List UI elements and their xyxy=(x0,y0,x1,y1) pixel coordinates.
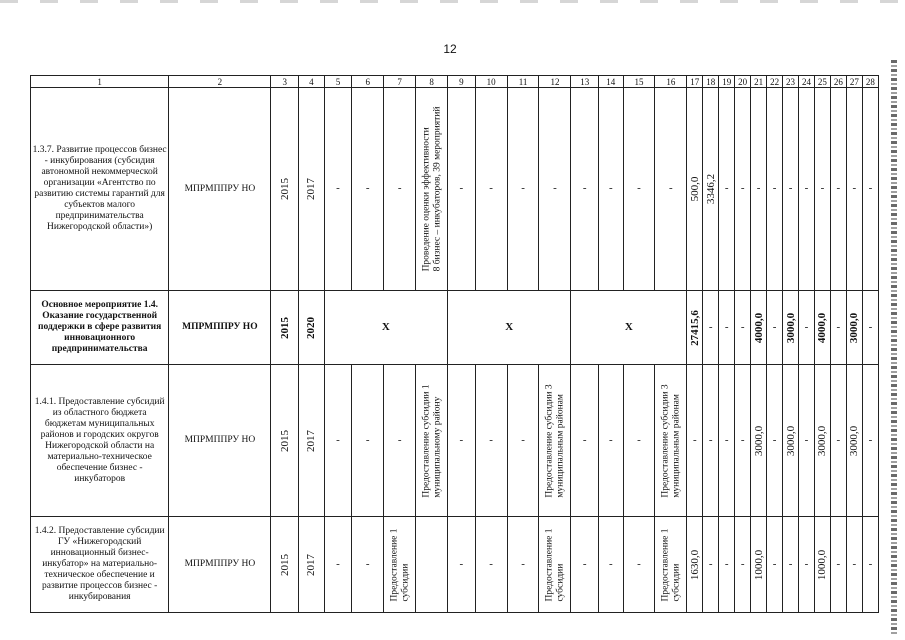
header-row xyxy=(31,76,879,88)
row-start-year: 2015 xyxy=(271,365,299,517)
page-number: 12 xyxy=(443,42,457,56)
cell-col17: 27415,6 xyxy=(687,291,703,365)
cell-col19: - xyxy=(719,365,735,517)
header-col-2: 2 xyxy=(169,76,271,88)
row-executor: МПРМППРУ НО xyxy=(169,88,271,291)
row-name: Основное мероприятие 1.4. Оказание государственной поддержки в сфере развития инновационного предпринимательства xyxy=(31,291,169,365)
cell-col19: - xyxy=(719,88,735,291)
row-name: 1.3.7. Развитие процессов бизнес - инкубирования (субсидия автономной некоммерческой организации «Агентство по развитию системы гарантий для субъектов малого предпринимательства Нижегородской области») xyxy=(31,88,169,291)
cell-col25: - xyxy=(814,88,830,291)
header-col-9: 9 xyxy=(448,76,476,88)
cell-col28: - xyxy=(862,88,878,291)
cell-col7: - xyxy=(384,365,416,517)
cell-col17: 500,0 xyxy=(687,88,703,291)
cell-col15: - xyxy=(623,517,655,613)
cell-col6: - xyxy=(352,517,384,613)
cell-col16: Предоставление субсидии 3 муниципальным районам xyxy=(655,365,687,517)
cell-col18: 3346,2 xyxy=(703,88,719,291)
cell-col25: 3000,0 xyxy=(814,365,830,517)
cell-col23: 3000,0 xyxy=(783,365,799,517)
cell-col20: - xyxy=(735,88,751,291)
row-end-year: 2017 xyxy=(299,88,325,291)
cell-col14: - xyxy=(599,517,623,613)
row-executor: МПРМППРУ НО xyxy=(169,517,271,613)
header-col-6: 6 xyxy=(352,76,384,88)
cell-col5: - xyxy=(324,517,352,613)
header-col-17: 17 xyxy=(687,76,703,88)
cell-col17: - xyxy=(687,365,703,517)
cell-col27: 3000,0 xyxy=(846,365,862,517)
header-col-8: 8 xyxy=(416,76,448,88)
cell-col13: - xyxy=(571,365,599,517)
header-col-10: 10 xyxy=(475,76,507,88)
cell-col23: - xyxy=(783,88,799,291)
cell-col27: - xyxy=(846,517,862,613)
cell-col24: - xyxy=(799,88,815,291)
cell-col19: - xyxy=(719,517,735,613)
cell-col13: - xyxy=(571,517,599,613)
header-col-19: 19 xyxy=(719,76,735,88)
cell-col12: - xyxy=(539,88,571,291)
cell-col28: - xyxy=(862,291,878,365)
cell-col14: - xyxy=(599,88,623,291)
cell-col22: - xyxy=(767,291,783,365)
header-col-23: 23 xyxy=(783,76,799,88)
header-col-27: 27 xyxy=(846,76,862,88)
cell-col13: - xyxy=(571,88,599,291)
cell-col26: - xyxy=(830,291,846,365)
cell-col14: - xyxy=(599,365,623,517)
cell-col10: - xyxy=(475,88,507,291)
cell-col6: - xyxy=(352,365,384,517)
row-start-year: 2015 xyxy=(271,291,299,365)
cell-col25: 1000,0 xyxy=(814,517,830,613)
row-end-year: 2017 xyxy=(299,365,325,517)
cell-col26: - xyxy=(830,365,846,517)
header-col-22: 22 xyxy=(767,76,783,88)
cell-col7: - xyxy=(384,88,416,291)
row-end-year: 2017 xyxy=(299,517,325,613)
cell-col5: - xyxy=(324,365,352,517)
cell-col23: - xyxy=(783,517,799,613)
cell-col20: - xyxy=(735,517,751,613)
row-start-year: 2015 xyxy=(271,517,299,613)
header-col-14: 14 xyxy=(599,76,623,88)
table-row xyxy=(31,88,879,291)
cell-col5: - xyxy=(324,88,352,291)
header-col-5: 5 xyxy=(324,76,352,88)
cell-col18: - xyxy=(703,291,719,365)
cell-col21: 3000,0 xyxy=(751,365,767,517)
cell-col26: - xyxy=(830,517,846,613)
cell-col18: - xyxy=(703,365,719,517)
header-col-12: 12 xyxy=(539,76,571,88)
cell-col27: - xyxy=(846,88,862,291)
cell-col8 xyxy=(416,517,448,613)
cell-col21: - xyxy=(751,88,767,291)
cell-col17: 1630,0 xyxy=(687,517,703,613)
table-row xyxy=(31,517,879,613)
scan-edge xyxy=(891,60,897,635)
cell-col25: 4000,0 xyxy=(814,291,830,365)
cell-col26: - xyxy=(830,88,846,291)
cell-x-mark: X xyxy=(571,291,687,365)
row-executor: МПРМППРУ НО xyxy=(169,365,271,517)
cell-col15: - xyxy=(623,88,655,291)
cell-col28: - xyxy=(862,517,878,613)
cell-col6: - xyxy=(352,88,384,291)
header-col-4: 4 xyxy=(299,76,325,88)
cell-col9: - xyxy=(448,88,476,291)
header-col-24: 24 xyxy=(799,76,815,88)
header-col-1: 1 xyxy=(31,76,169,88)
cell-x-mark: X xyxy=(448,291,571,365)
cell-col21: 1000,0 xyxy=(751,517,767,613)
header-col-21: 21 xyxy=(751,76,767,88)
cell-col11: - xyxy=(507,517,539,613)
cell-col27: 3000,0 xyxy=(846,291,862,365)
header-col-13: 13 xyxy=(571,76,599,88)
cell-col22: - xyxy=(767,365,783,517)
cell-col24: - xyxy=(799,291,815,365)
header-col-15: 15 xyxy=(623,76,655,88)
cell-col12: Предоставление субсидии 3 муниципальным районам xyxy=(539,365,571,517)
cell-col15: - xyxy=(623,365,655,517)
cell-col11: - xyxy=(507,365,539,517)
cell-col19: - xyxy=(719,291,735,365)
cell-col11: - xyxy=(507,88,539,291)
cell-col7: Предоставление 1 субсидии xyxy=(384,517,416,613)
header-col-26: 26 xyxy=(830,76,846,88)
cell-col9: - xyxy=(448,365,476,517)
cell-col20: - xyxy=(735,291,751,365)
cell-col10: - xyxy=(475,517,507,613)
header-col-25: 25 xyxy=(814,76,830,88)
cell-col21: 4000,0 xyxy=(751,291,767,365)
table-row xyxy=(31,365,879,517)
header-col-7: 7 xyxy=(384,76,416,88)
row-name: 1.4.2. Предоставление субсидии ГУ «Нижегородский инновационный бизнес-инкубатор» на материально-техническое обеспечение и развитие процессов бизнес - инкубирования xyxy=(31,517,169,613)
cell-x-mark: X xyxy=(324,291,447,365)
cell-col20: - xyxy=(735,365,751,517)
cell-col12: Предоставление 1 субсидии xyxy=(539,517,571,613)
header-col-20: 20 xyxy=(735,76,751,88)
cell-col9: - xyxy=(448,517,476,613)
cell-col10: - xyxy=(475,365,507,517)
header-col-16: 16 xyxy=(655,76,687,88)
program-table xyxy=(30,75,879,613)
header-col-11: 11 xyxy=(507,76,539,88)
row-end-year: 2020 xyxy=(299,291,325,365)
cell-col16: Предоставление 1 субсидии xyxy=(655,517,687,613)
scan-top-edge xyxy=(0,0,905,3)
row-name: 1.4.1. Предоставление субсидий из областного бюджета бюджетам муниципальных районов и городских округов Нижегородской области на материально-техническое обеспечение бизнес - инкубаторов xyxy=(31,365,169,517)
cell-col22: - xyxy=(767,517,783,613)
cell-col16: - xyxy=(655,88,687,291)
header-col-18: 18 xyxy=(703,76,719,88)
table-row xyxy=(31,291,879,365)
cell-col24: - xyxy=(799,517,815,613)
cell-col28: - xyxy=(862,365,878,517)
cell-col18: - xyxy=(703,517,719,613)
row-executor: МПРМППРУ НО xyxy=(169,291,271,365)
cell-col23: 3000,0 xyxy=(783,291,799,365)
header-col-28: 28 xyxy=(862,76,878,88)
header-col-3: 3 xyxy=(271,76,299,88)
cell-col8: Предоставление субсидии 1 муниципальному району xyxy=(416,365,448,517)
row-start-year: 2015 xyxy=(271,88,299,291)
cell-col22: - xyxy=(767,88,783,291)
cell-col8: Проведение оценки эффективности 8 бизнес – инкубаторов, 39 мероприятий xyxy=(416,88,448,291)
cell-col24: - xyxy=(799,365,815,517)
